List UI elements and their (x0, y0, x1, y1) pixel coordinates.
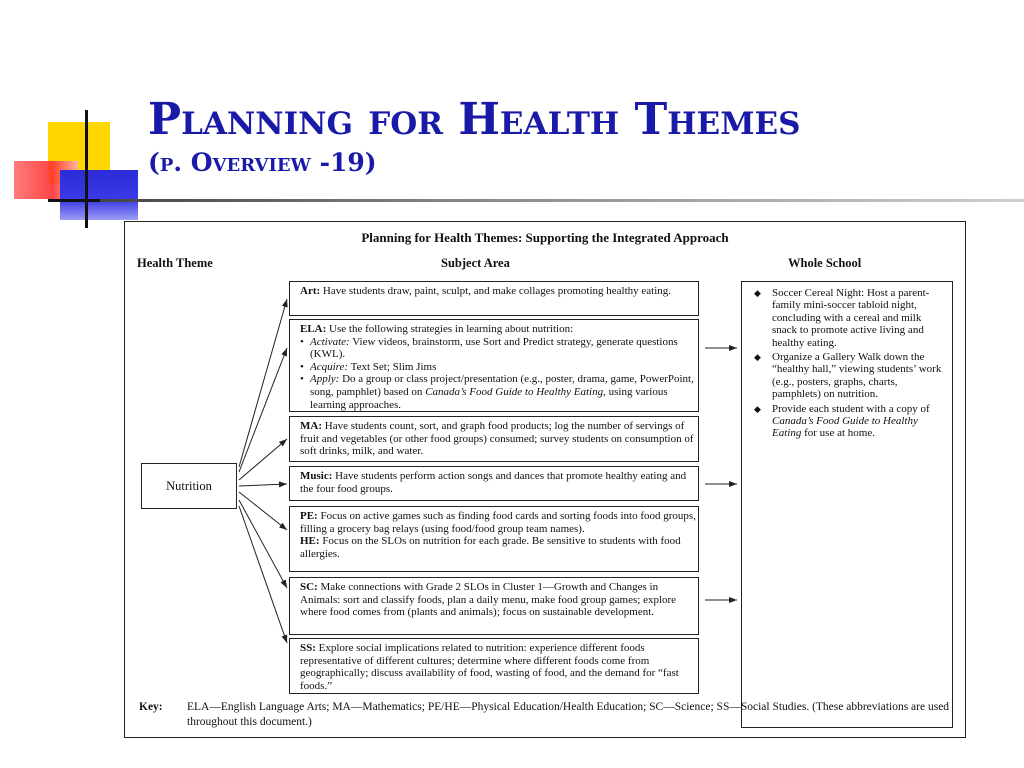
corner-logo (0, 0, 160, 240)
sc-box (289, 577, 699, 635)
ss-text: Explore social implications related to nutrition: experience different foods representative of different cultures; determine where different foods come from geographically; discuss availability of food, wasting of food, and the demand for “fast foods.” (300, 642, 679, 692)
header-whole-school: Whole School (788, 256, 862, 270)
diamond-bullet-icon: ◆ (754, 403, 761, 414)
music-box (289, 466, 699, 501)
music-label: Music: (300, 470, 333, 482)
header-health-theme: Health Theme (137, 256, 213, 270)
arrow-to-art (239, 299, 287, 467)
key-text: ELA—English Language Arts; MA—Mathematics; PE/HE—Physical Education/Health Education; SC—Science; SS—Social Studies. (These abbreviations are used throughout this document.) (187, 701, 950, 728)
art-text: Have students draw, paint, sculpt, and make collages promoting healthy eating. (322, 285, 672, 297)
arrow-to-ela (239, 348, 287, 472)
arrow-to-music (239, 484, 287, 486)
he-text: Focus on the SLOs on nutrition for each grade. Be sensitive to students with food allergies. (300, 535, 681, 560)
ss-label: SS: (300, 642, 316, 654)
pe-he-box (289, 506, 699, 572)
logo-blue-square (60, 170, 138, 220)
ela-apply: • Apply: Do a group or class project/presentation (e.g., poster, drama, game, PowerPoint, song, pamphlet) based on Canada’s Food Guide to Healthy Eating, using various learning approaches. (300, 373, 698, 411)
pe-label: PE: (300, 510, 318, 522)
slide-title: Planning for Health Themes (148, 94, 801, 145)
ss-box (289, 638, 699, 694)
nutrition-box: Nutrition (141, 463, 237, 509)
key-label: Key: (139, 701, 163, 713)
ela-intro: Use the following strategies in learning about nutrition: (329, 323, 574, 335)
he-label: HE: (300, 535, 320, 548)
title-rule (100, 199, 1024, 202)
diamond-bullet-icon: ◆ (754, 352, 761, 363)
planning-figure (124, 221, 966, 738)
header-subject-area: Subject Area (441, 256, 510, 270)
figure-title: Planning for Health Themes: Supporting the Integrated Approach (361, 230, 729, 245)
whole-school-item: ◆ Organize a Gallery Walk down the “healthy hall,” viewing students’ work (e.g., posters, graphs, charts, pamphlets) on nutrition. (754, 351, 942, 401)
art-box (289, 281, 699, 316)
pe-text: Focus on active games such as finding food cards and sorting foods into food groups, filling a grocery bag relays (using food/food group team names). (300, 510, 696, 535)
ma-box (289, 416, 699, 462)
arrow-to-ma (239, 439, 287, 480)
ela-box (289, 319, 699, 412)
diamond-bullet-icon: ◆ (754, 288, 761, 298)
whole-school-item: ◆ Provide each student with a copy of Canada’s Food Guide to Healthy Eating for use at home. (754, 402, 930, 440)
sc-text: Make connections with Grade 2 SLOs in Cluster 1—Growth and Changes in Animals: sort and classify foods, plan a daily menu, make food group games; explore where food comes from (plants and animals); focus on sustainable development. (300, 581, 677, 619)
whole-school-item: ◆ Soccer Cereal Night: Host a parent-family mini-soccer tabloid night, concluding with a cereal and milk snack to promote active living and healthy eating. (754, 287, 930, 349)
arrow-to-pe (239, 492, 287, 530)
logo-vertical-line (85, 110, 88, 228)
music-text: Have students perform action songs and dances that promote healthy eating and the four food groups. (300, 470, 687, 495)
ela-activate: • Activate: View videos, brainstorm, use Sort and Predict strategy, generate questions (KWL). (300, 336, 698, 361)
sc-label: SC: (300, 581, 318, 593)
art-label: Art: (300, 285, 321, 297)
slide-subtitle: (p. Overview -19) (148, 148, 377, 177)
ela-label: ELA: (300, 323, 327, 335)
whole-school-box (741, 281, 953, 728)
ela-acquire: • Acquire: Text Set; Slim Jims (300, 361, 698, 374)
ma-label: MA: (300, 420, 322, 432)
ma-text: Have students count, sort, and graph food products; log the number of servings of fruit and vegetables (or other food groups) consumed; survey students on consumption of soft drinks, milk, and water. (300, 420, 694, 458)
